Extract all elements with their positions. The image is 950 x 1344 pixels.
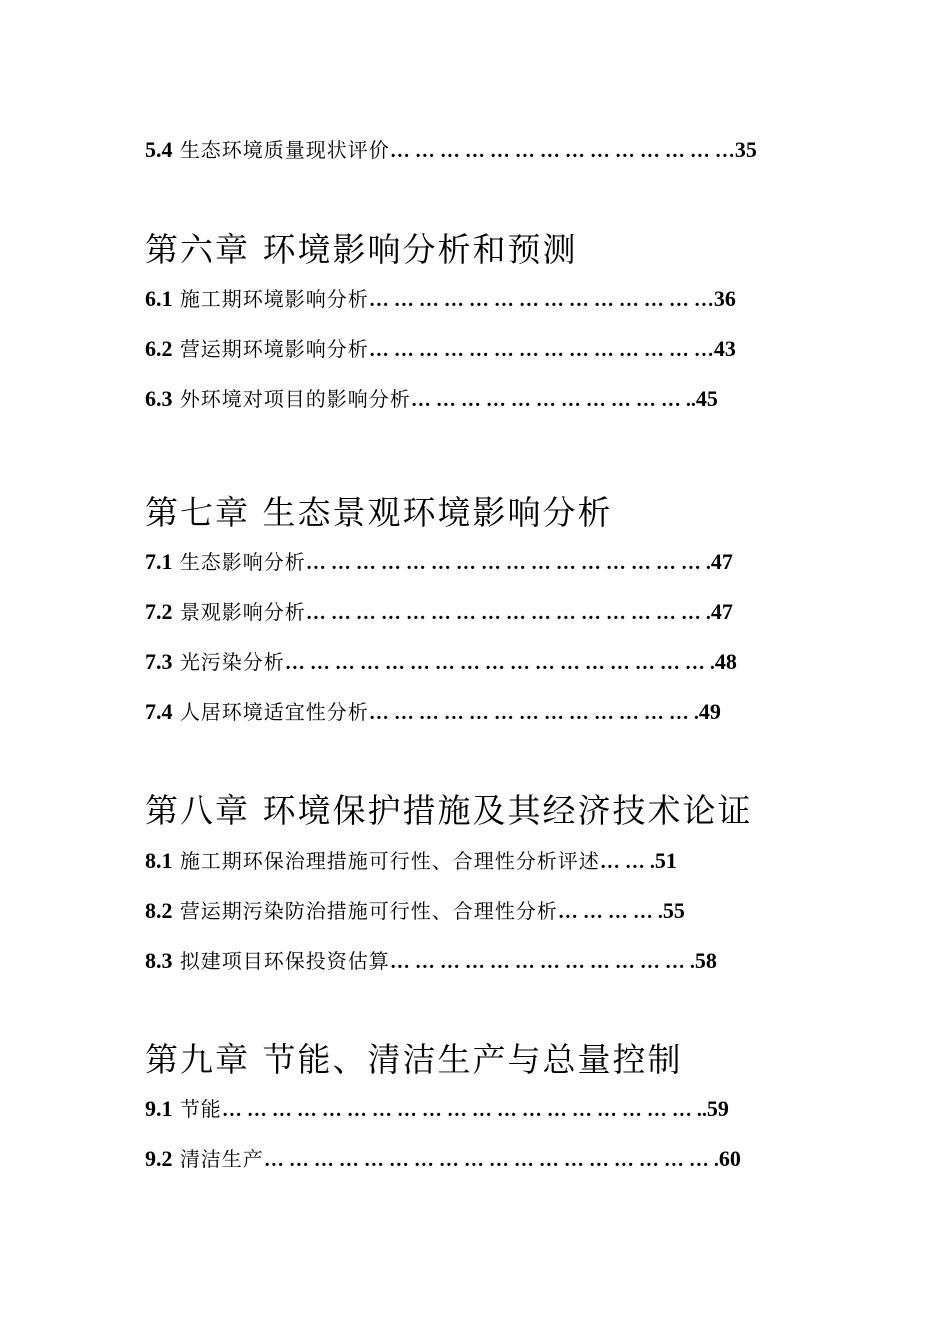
section-title: 施工期环境影响分析 [179,287,369,311]
dot-leader: … … … … … … … … … … … … … . [368,702,699,724]
section-number: 8.3 [145,948,173,973]
section-number: 5.4 [145,137,173,162]
section-title: 人居环境适宜性分析 [179,700,369,724]
section-number: 9.1 [145,1096,173,1121]
page-number: 43 [713,336,736,361]
chapter-heading-6[interactable]: 第六章 环境影响分析和预测 [145,230,578,269]
dot-leader: … … … … … … … … … … … .. [410,389,696,411]
dot-leader: … … … … … … … … … … … … … … … … … . [284,652,715,674]
page-number: 55 [662,898,685,923]
section-title: 清洁生产 [179,1147,264,1171]
section-title: 节能 [179,1097,222,1121]
section-number: 7.4 [145,699,173,724]
section-number: 8.1 [145,848,173,873]
toc-entry-6-2[interactable] [145,334,736,364]
page-number: 60 [718,1146,741,1171]
chapter-heading-8[interactable]: 第八章 环境保护措施及其经济技术论证 [145,791,753,830]
toc-entry-7-3[interactable] [145,647,737,677]
section-number: 7.3 [145,649,173,674]
toc-entry-8-3[interactable] [145,946,717,976]
section-title: 生态影响分析 [179,550,306,574]
section-number: 6.3 [145,386,173,411]
toc-entry-8-2[interactable] [145,896,685,926]
toc-entry-7-4[interactable] [145,697,721,727]
dot-leader: … … … … … … … … … … … … … … [368,289,714,311]
toc-entry-7-2[interactable] [145,597,733,627]
dot-leader: … … … … … … … … … … … … . [389,951,695,973]
page-number: 36 [713,286,736,311]
dot-leader: … … … … … … … … … … … … … … … … … … . [263,1149,719,1171]
dot-leader: … … … … … … … … … … … … … … … … . [305,602,711,624]
page-number: 59 [706,1096,729,1121]
chapter-heading-7[interactable]: 第七章 生态景观环境影响分析 [145,493,613,532]
dot-leader: … … … … . [557,901,663,923]
toc-entry-7-1[interactable] [145,547,733,577]
toc-entry-6-3[interactable] [145,384,718,414]
section-number: 7.2 [145,599,173,624]
section-title: 景观影响分析 [179,600,306,624]
page-number: 51 [654,848,677,873]
section-number: 9.2 [145,1146,173,1171]
page-number: 47 [710,549,733,574]
toc-entry-6-1[interactable] [145,284,736,314]
toc-entry-9-2[interactable] [145,1144,741,1174]
section-title: 营运期环境影响分析 [179,337,369,361]
section-title: 施工期环保治理措施可行性、合理性分析评述 [179,849,600,873]
dot-leader: … … … … … … … … … … … … … … [389,140,735,162]
dot-leader: … … … … … … … … … … … … … … [368,339,714,361]
chapter-heading-9[interactable]: 第九章 节能、清洁生产与总量控制 [145,1040,683,1079]
section-title: 光污染分析 [179,650,285,674]
section-title: 拟建项目环保投资估算 [179,949,390,973]
page-number: 35 [734,137,757,162]
section-number: 6.1 [145,286,173,311]
dot-leader: … … . [599,851,655,873]
page-number: 49 [698,699,721,724]
toc-entry-9-1[interactable] [145,1094,729,1124]
section-number: 8.2 [145,898,173,923]
page-number: 45 [695,386,718,411]
page-number: 58 [694,948,717,973]
section-number: 6.2 [145,336,173,361]
dot-leader: … … … … … … … … … … … … … … … … . [305,552,711,574]
section-title: 生态环境质量现状评价 [179,138,390,162]
page-number: 48 [714,649,737,674]
section-title: 外环境对项目的影响分析 [179,387,411,411]
page-number: 47 [710,599,733,624]
dot-leader: … … … … … … … … … … … … … … … … … … … .. [221,1099,707,1121]
toc-entry-5-4[interactable] [145,135,757,165]
section-number: 7.1 [145,549,173,574]
section-title: 营运期污染防治措施可行性、合理性分析 [179,899,558,923]
toc-entry-8-1[interactable] [145,846,677,876]
